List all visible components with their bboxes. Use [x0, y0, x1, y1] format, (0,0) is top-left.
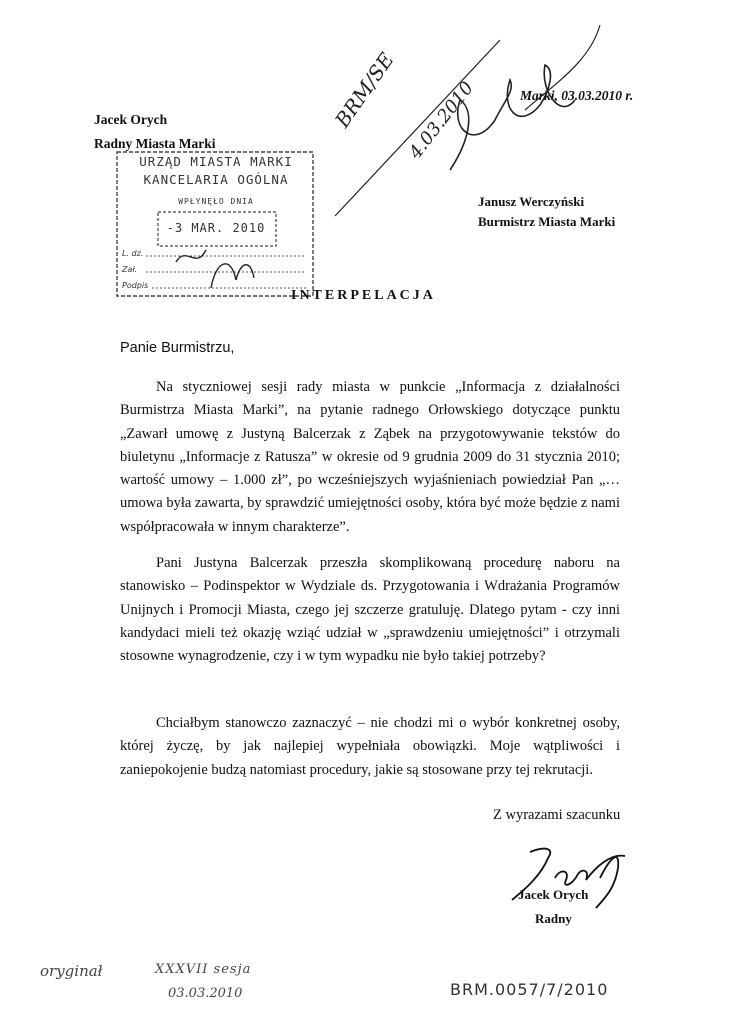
signature-name: Jacek Orych [518, 887, 589, 902]
stamp-date: -3 MAR. 2010 [166, 221, 266, 235]
place-date: Marki, 03.03.2010 r. [520, 88, 634, 103]
sender-name: Jacek Orych [94, 112, 168, 127]
stamp-department: KANCELARIA OGÓLNA [143, 172, 289, 187]
footer-note-original: oryginał [40, 962, 103, 980]
footer-reference-number: BRM.0057/7/2010 [450, 980, 609, 999]
received-date-handwritten: 4.03.2010 [405, 77, 478, 163]
stamp-podpis-label: Podpis [122, 281, 149, 290]
office-stamp [116, 150, 316, 300]
registration-mark: BRM/SE [330, 48, 399, 132]
body-paragraph-2: Pani Justyna Balcerzak przeszła skomplikowaną procedurę naboru na stanowisko – Podinspektor w Wydziale ds. Przygotowania i Wdrażania Programów Unijnych i Promocji Miasta, czego jej szczerze gratuluję. Dlatego pytam - czy inni kandydaci mieli też okazję wziąć udział w „sprawdzeniu umiejętności” i otrzymali stosowne wynagrodzenie, czy i w tym wypadku nie było takiej potrzeby? [120, 555, 620, 665]
stamp-ldz-label: L. dz. [122, 249, 144, 258]
footer-note-session: XXXVII sesja [155, 962, 252, 977]
salutation: Panie Burmistrzu, [120, 340, 235, 356]
stamp-office-name: URZĄD MIASTA MARKI [139, 154, 293, 169]
closing-formula: Z wyrazami szacunku [493, 807, 621, 823]
recipient-name: Janusz Werczyński [478, 194, 585, 209]
body-paragraph-1: Na styczniowej sesji rady miasta w punkcie „Informacja z działalności Burmistrza Miasta Marki”, na pytanie radnego Orłowskiego dotyczące punktu „Zawarł umowę z Justyną Balcerzak z Ząbek na przygotowywanie tekstów do biuletynu „Informacje z Ratusza” w okresie od 9 grudnia 2009 do 31 stycznia 2010; wartość umowy – 1.000 zł”, po wcześniejszych wyjaśnieniach powiedział Pan „…umowa była zawarta, by sprawdzić umiejętności osoby, która być może będzie z nami współpracowała w innym charakterze”. [120, 379, 620, 535]
diagonal-stroke [335, 40, 500, 216]
flourish-stroke [525, 25, 600, 110]
footer-note-date: 03.03.2010 [168, 986, 243, 1001]
initials-scribble [450, 65, 575, 170]
body-paragraph-3: Chciałbym stanowczo zaznaczyć – nie chodzi mi o wybór konkretnej osoby, której życzę, by jak najlepiej wypełniała obowiązki. Moje wątpliwości i zaniepokojenie budzą natomiast procedury, jakie są stosowane przy tej rekrutacji. [120, 715, 620, 778]
signature-scribble [500, 838, 650, 918]
document-heading: INTERPELACJA [291, 288, 436, 303]
recipient-title: Burmistrz Miasta Marki [478, 214, 616, 229]
sender-title: Radny Miasta Marki [94, 136, 216, 151]
stamp-received-label: WPŁYNĘŁO DNIA [178, 197, 254, 206]
stamp-zal-label: Zał. [122, 265, 138, 274]
signature-title: Radny [535, 911, 572, 926]
